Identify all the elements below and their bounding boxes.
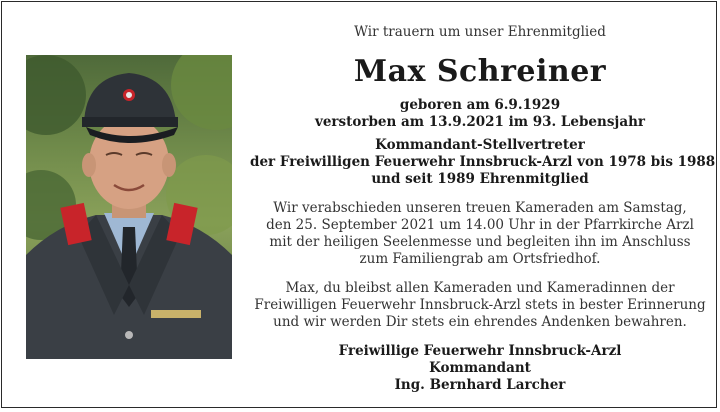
intro-line: Wir trauern um unser Ehrenmitglied xyxy=(354,24,606,40)
funeral-line: zum Familiengrab am Ortsfriedhof. xyxy=(359,251,601,267)
signature-name: Ing. Bernhard Larcher xyxy=(394,377,566,393)
farewell-line: Freiwilligen Feuerwehr Innsbruck-Arzl stets in bester Erinnerung xyxy=(254,297,706,313)
farewell-line: Max, du bleibst allen Kameraden und Kameradinnen der xyxy=(285,280,675,296)
signature-org: Freiwillige Feuerwehr Innsbruck-Arzl xyxy=(338,343,622,359)
role-line: und seit 1989 Ehrenmitglied xyxy=(371,171,589,187)
farewell-line: und wir werden Dir stets ein ehrendes Andenken bewahren. xyxy=(273,314,687,330)
deceased-name: Max Schreiner xyxy=(353,54,607,89)
obituary-notice xyxy=(1,1,717,408)
funeral-line: mit der heiligen Seelenmesse und begleiten ihn im Anschluss xyxy=(269,234,691,250)
portrait-illustration xyxy=(26,55,232,359)
funeral-line: den 25. September 2021 um 14.00 Uhr in der Pfarrkirche Arzl xyxy=(266,217,694,233)
role-line: Kommandant-Stellvertreter xyxy=(375,137,585,153)
death-date: verstorben am 13.9.2021 im 93. Lebensjahr xyxy=(314,114,645,130)
signature-title: Kommandant xyxy=(429,360,531,376)
portrait-photo xyxy=(26,55,232,359)
birth-date: geboren am 6.9.1929 xyxy=(399,97,561,113)
role-line: der Freiwilligen Feuerwehr Innsbruck-Arzl von 1978 bis 1988 xyxy=(250,154,716,170)
funeral-line: Wir verabschieden unseren treuen Kameraden am Samstag, xyxy=(273,200,687,216)
